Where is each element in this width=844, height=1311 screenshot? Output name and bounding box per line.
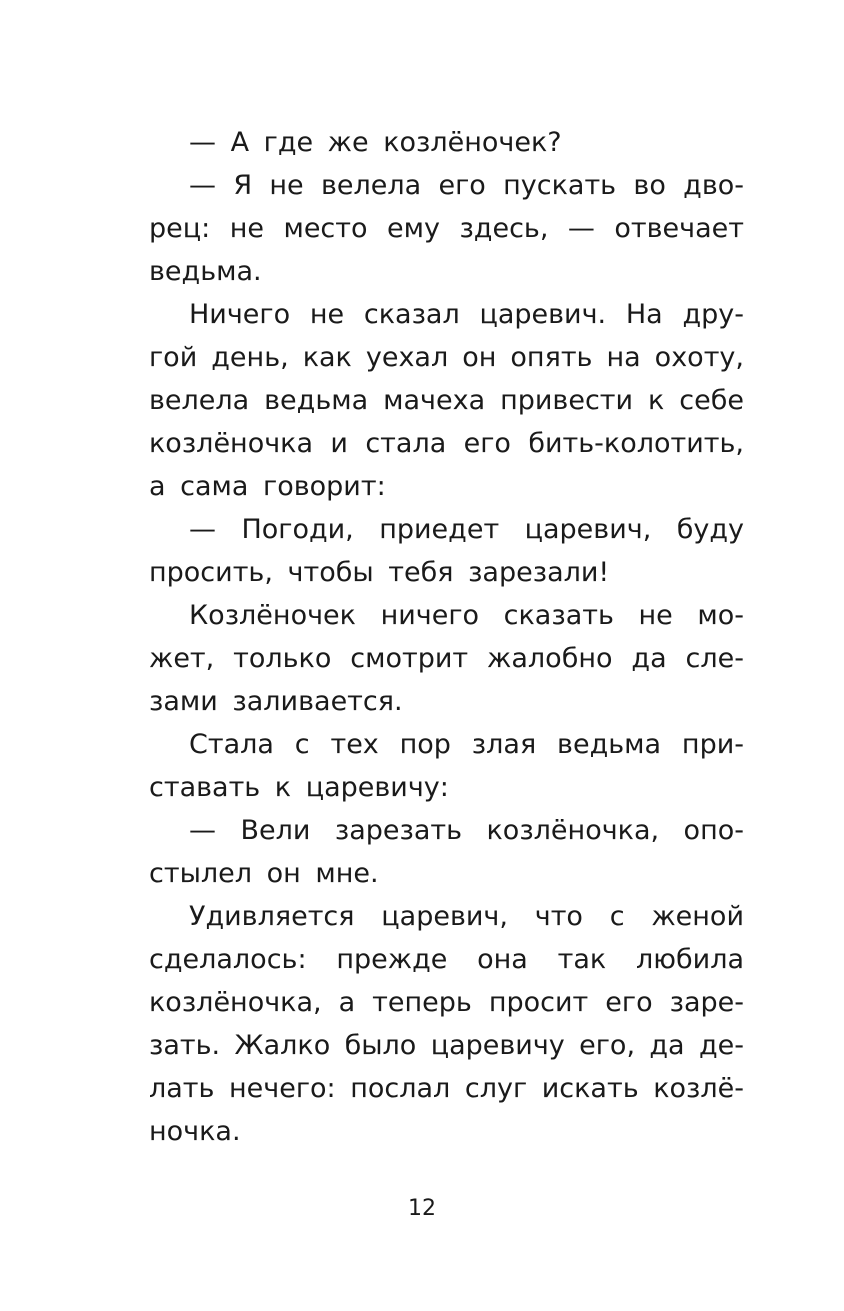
text-line: Удивляется царевич, что с женой: [189, 901, 744, 932]
page-number: 12: [408, 1196, 436, 1221]
text-line: просить, чтобы тебя зарезали!: [149, 557, 610, 588]
text-line: — А где же козлёночек?: [189, 127, 562, 158]
text-line: козлёночка, а теперь просит его заре-: [149, 987, 744, 1018]
text-line: жет, только смотрит жалобно да сле-: [149, 643, 744, 674]
text-line: гой день, как уехал он опять на охоту,: [149, 342, 744, 373]
text-line: рец: не место ему здесь, — отвечает: [149, 213, 744, 244]
paragraph: [149, 809, 744, 895]
paragraph: [149, 723, 744, 809]
paragraph: [149, 895, 744, 1153]
paragraph: [149, 164, 744, 293]
paragraph: [149, 508, 744, 594]
text-line: — Я не велела его пускать во дво-: [189, 170, 744, 201]
text-line: а сама говорит:: [149, 471, 386, 502]
text-line: стылел он мне.: [149, 858, 379, 889]
text-line: ставать к царевичу:: [149, 772, 449, 803]
text-line: велела ведьма мачеха привести к себе: [149, 385, 744, 416]
text-line: ночка.: [149, 1116, 241, 1147]
paragraph: [149, 594, 744, 723]
text-line: лать нечего: послал слуг искать козлё-: [149, 1073, 744, 1104]
text-line: ведьма.: [149, 256, 262, 287]
text-line: Козлёночек ничего сказать не мо-: [189, 600, 744, 631]
text-line: сделалось: прежде она так любила: [149, 944, 744, 975]
text-line: козлёночка и стала его бить-колотить,: [149, 428, 744, 459]
text-line: — Погоди, приедет царевич, буду: [189, 514, 744, 545]
text-line: — Вели зарезать козлёночка, опо-: [189, 815, 744, 846]
text-line: Стала с тех пор злая ведьма при-: [189, 729, 744, 760]
text-line: зать. Жалко было царевичу его, да де-: [149, 1030, 744, 1061]
text-line: Ничего не сказал царевич. На дру-: [189, 299, 744, 330]
paragraph: [149, 121, 744, 164]
page-text: [149, 121, 744, 1153]
text-line: зами заливается.: [149, 686, 403, 717]
paragraph: [149, 293, 744, 508]
